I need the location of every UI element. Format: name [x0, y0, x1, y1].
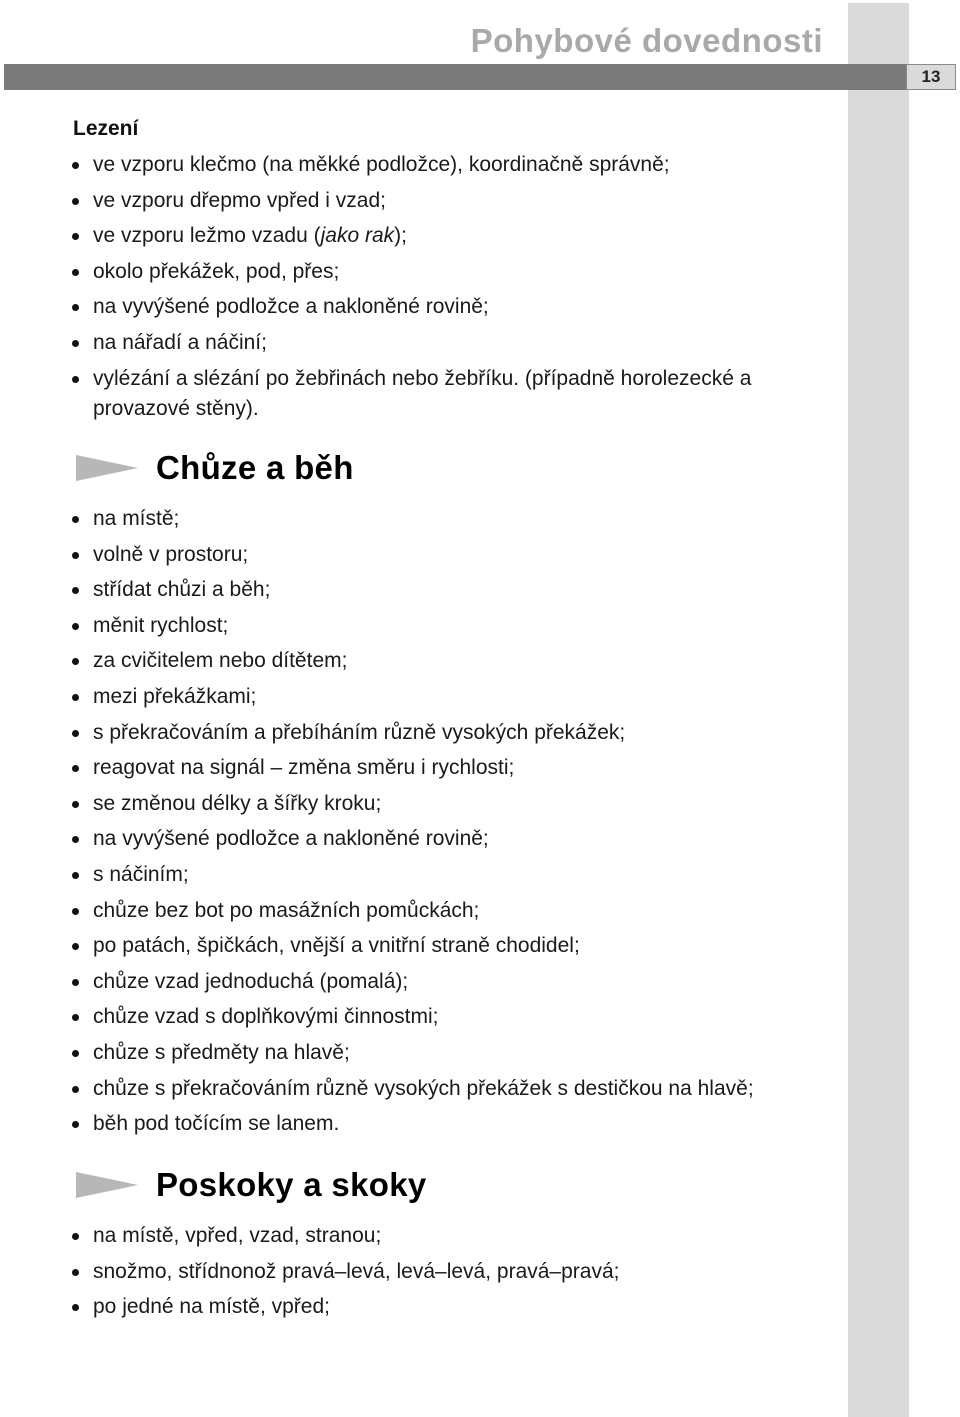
section-head-poskoky — [76, 1166, 427, 1204]
list-item: okolo překážek, pod, přes; — [72, 257, 842, 293]
list-item: chůze s překračováním různě vysokých překážek s destičkou na hlavě; — [72, 1074, 842, 1110]
bullet-icon — [72, 658, 79, 665]
list-item: na místě; — [72, 504, 842, 540]
subhead-lezeni: Lezení — [73, 117, 139, 140]
bullet-icon — [72, 269, 79, 276]
list-item: chůze s předměty na hlavě; — [72, 1038, 842, 1074]
bullet-icon — [72, 801, 79, 808]
list-item: na vyvýšené podložce a nakloněné rovině; — [72, 824, 842, 860]
header-bar — [4, 64, 956, 90]
list-item: chůze vzad jednoduchá (pomalá); — [72, 967, 842, 1003]
list-item: ve vzporu dřepmo vpřed i vzad; — [72, 186, 842, 222]
bullet-icon — [72, 1121, 79, 1128]
bullet-icon — [72, 1014, 79, 1021]
list-item: na vyvýšené podložce a nakloněné rovině; — [72, 292, 842, 328]
bullet-icon — [72, 552, 79, 559]
list-item: reagovat na signál – změna směru i rychlosti; — [72, 753, 842, 789]
arrow-icon — [76, 1172, 138, 1198]
running-title: Pohybové dovednosti — [470, 22, 823, 59]
bullet-icon — [72, 694, 79, 701]
bullet-icon — [72, 1233, 79, 1240]
list-item: ve vzporu klečmo (na měkké podložce), koordinačně správně; — [72, 150, 842, 186]
list-item: po patách, špičkách, vnější a vnitřní straně chodidel; — [72, 931, 842, 967]
list-item: běh pod točícím se lanem. — [72, 1109, 842, 1145]
bullet-icon — [72, 872, 79, 879]
list-item: mezi překážkami; — [72, 682, 842, 718]
section-title: Chůze a běh — [156, 449, 354, 486]
list-item: s náčiním; — [72, 860, 842, 896]
section-title: Poskoky a skoky — [156, 1166, 427, 1203]
bullet-icon — [72, 233, 79, 240]
bullet-icon — [72, 730, 79, 737]
bullet-icon — [72, 587, 79, 594]
bullet-icon — [72, 1304, 79, 1311]
list-poskoky — [72, 1221, 842, 1328]
list-item: volně v prostoru; — [72, 540, 842, 576]
bullet-icon — [72, 376, 79, 383]
list-item: s překračováním a přebíháním různě vysokých překážek; — [72, 718, 842, 754]
page-number: 13 — [906, 64, 956, 90]
list-item: za cvičitelem nebo dítětem; — [72, 646, 842, 682]
bullet-icon — [72, 516, 79, 523]
bullet-icon — [72, 1050, 79, 1057]
bullet-icon — [72, 162, 79, 169]
list-item: na nářadí a náčiní; — [72, 328, 842, 364]
bullet-icon — [72, 836, 79, 843]
list-item: ve vzporu ležmo vzadu (jako rak); — [72, 221, 842, 257]
list-item: po jedné na místě, vpřed; — [72, 1292, 842, 1328]
list-item: na místě, vpřed, vzad, stranou; — [72, 1221, 842, 1257]
bullet-icon — [72, 1269, 79, 1276]
bullet-icon — [72, 908, 79, 915]
bullet-icon — [72, 623, 79, 630]
bullet-icon — [72, 765, 79, 772]
bullet-icon — [72, 304, 79, 311]
section-head-chuze — [76, 449, 354, 487]
bullet-icon — [72, 1086, 79, 1093]
list-item: chůze bez bot po masážních pomůckách; — [72, 896, 842, 932]
bullet-icon — [72, 943, 79, 950]
list-item: chůze vzad s doplňkovými činnostmi; — [72, 1002, 842, 1038]
side-strip — [848, 3, 909, 1417]
bullet-icon — [72, 340, 79, 347]
arrow-icon — [76, 455, 138, 481]
bullet-icon — [72, 198, 79, 205]
list-item: se změnou délky a šířky kroku; — [72, 789, 842, 825]
list-chuze — [72, 504, 842, 1145]
list-item: střídat chůzi a běh; — [72, 575, 842, 611]
list-lezeni — [72, 150, 842, 424]
list-item: měnit rychlost; — [72, 611, 842, 647]
list-item: snožmo, střídnonož pravá–levá, levá–levá, pravá–pravá; — [72, 1257, 842, 1293]
list-item: vylézání a slézání po žebřinách nebo žebříku. (případně horolezecké a provazové stěny). — [72, 364, 853, 424]
bullet-icon — [72, 979, 79, 986]
